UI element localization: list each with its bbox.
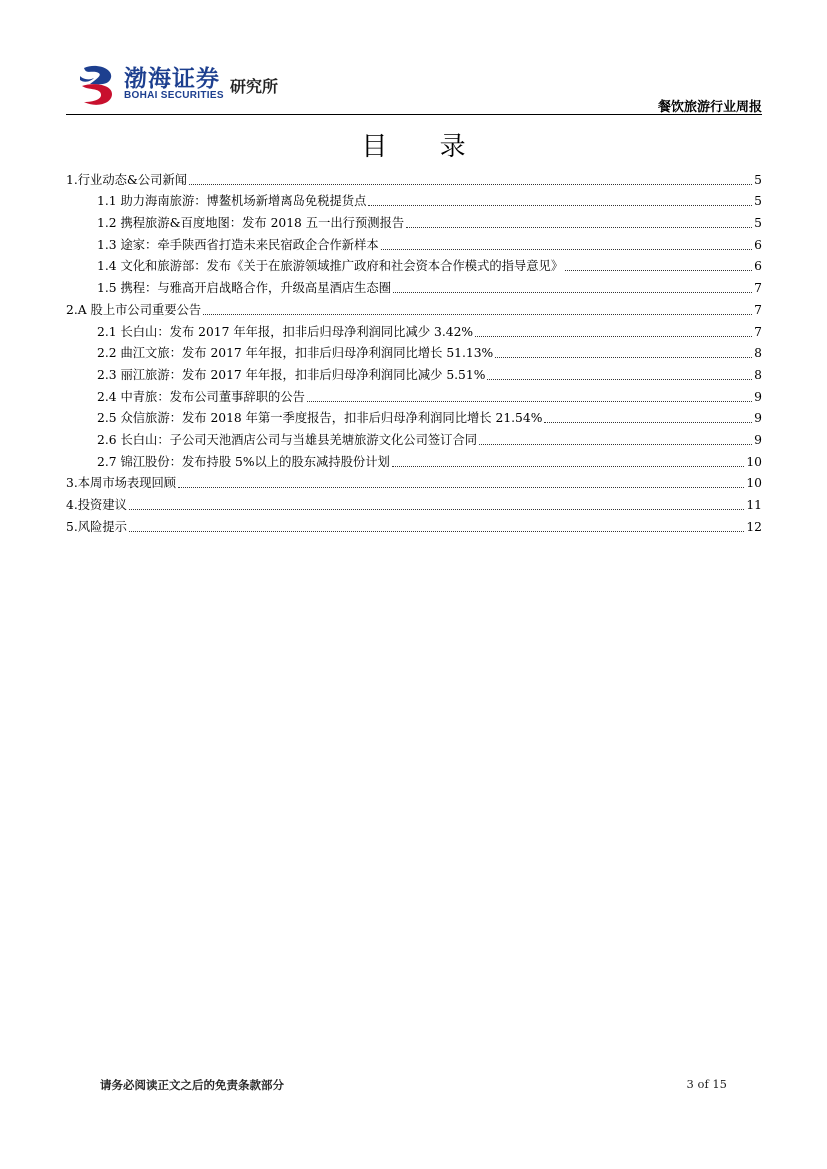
toc-title: 目 录 [361,132,488,162]
toc-entry[interactable] [66,513,762,535]
toc-entry-page: 7 [754,324,762,339]
toc-dot-leader [487,379,752,380]
toc-entry-page: 9 [754,389,762,404]
toc-entry-title: 2.4 中青旅：发布公司董事辞职的公告 [97,389,305,404]
toc-entry-title: 1.3 途家：牵手陕西省打造未来民宿政企合作新样本 [97,237,379,252]
toc-entry[interactable] [66,253,762,275]
toc-dot-leader [189,184,752,185]
toc-entry-title: 2.A 股上市公司重要公告 [66,302,202,317]
toc-entry[interactable] [66,166,762,188]
toc-entry[interactable] [66,188,762,210]
toc-dot-leader [129,509,744,510]
toc-entry-page: 10 [746,454,762,469]
toc-entry-title: 2.2 曲江文旅：发布 2017 年年报，扣非后归母净利润同比增长 51.13% [97,346,494,361]
toc-entry[interactable] [66,491,762,513]
toc-dot-leader [393,292,752,293]
table-of-contents [66,166,762,535]
toc-entry[interactable] [66,318,762,340]
toc-entry-page: 11 [746,498,762,512]
toc-entry-page: 9 [754,432,762,447]
toc-entry[interactable] [66,426,762,448]
toc-dot-leader [565,270,752,271]
toc-entry-page: 6 [754,259,762,274]
toc-dot-leader [368,205,752,206]
toc-entry-page: 9 [754,411,762,426]
footer-disclaimer: 请务必阅读正文之后的免责条款部分 [100,1078,284,1092]
toc-dot-leader [479,444,752,445]
toc-entry[interactable] [66,383,762,405]
toc-entry-title: 2.1 长白山：发布 2017 年年报，扣非后归母净利润同比减少 3.42% [97,324,474,339]
toc-dot-leader [381,249,752,250]
toc-dot-leader [495,357,752,358]
toc-dot-leader [203,314,752,315]
toc-entry[interactable] [66,405,762,427]
toc-dot-leader [544,422,752,423]
toc-dot-leader [307,401,752,402]
toc-entry[interactable] [66,209,762,231]
toc-entry-page: 7 [754,281,762,296]
toc-entry[interactable] [66,274,762,296]
toc-entry-page: 5 [754,216,762,231]
toc-entry-title: 3.本周市场表现回顾 [66,476,177,491]
toc-entry-page: 7 [754,302,762,317]
toc-entry[interactable] [66,470,762,492]
page-indicator: 3 of 15 [686,1077,727,1091]
toc-entry-title: 2.5 众信旅游：发布 2018 年第一季度报告，扣非后归母净利润同比增长 21.54% [97,411,543,426]
toc-dot-leader [475,336,752,337]
toc-entry[interactable] [66,361,762,383]
toc-entry-title: 1.4 文化和旅游部：发布《关于在旅游领域推广政府和社会资本合作模式的指导意见》 [97,259,564,274]
toc-dot-leader [129,531,744,532]
toc-entry-page: 8 [754,367,762,382]
toc-entry[interactable] [66,448,762,470]
toc-entry-title: 1.5 携程：与雅高开启战略合作，升级高星酒店生态圈 [97,281,391,296]
toc-entry-title: 2.6 长白山：子公司天池酒店公司与当雄县羌塘旅游文化公司签订合同 [97,432,478,447]
report-type: 餐饮旅游行业周报 [657,100,762,115]
toc-entry[interactable] [66,340,762,362]
toc-entry[interactable] [66,296,762,318]
toc-entry-title: 1.行业动态&公司新闻 [66,172,188,187]
toc-entry-page: 12 [746,519,762,534]
header-divider [66,114,762,115]
toc-entry-title: 2.7 锦江股份：发布持股 5%以上的股东减持股份计划 [97,454,390,469]
logo-english-name: BOHAI SECURITIES [124,90,224,101]
logo-chinese-name: 渤海证券 [124,66,220,92]
institute-label: 研究所 [230,77,279,96]
toc-dot-leader [406,227,752,228]
toc-entry-title: 5.风险提示 [66,519,127,534]
toc-entry-title: 2.3 丽江旅游：发布 2017 年年报，扣非后归母净利润同比减少 5.51% [97,367,486,382]
toc-entry-title: 1.2 携程旅游&百度地图：发布 2018 五一出行预测报告 [97,216,405,231]
toc-entry-page: 10 [746,476,762,491]
page-header [66,58,762,114]
toc-dot-leader [178,487,744,488]
toc-entry-page: 8 [754,346,762,361]
toc-entry-title: 1.1 助力海南旅游：博鳌机场新增离岛免税提货点 [97,194,367,209]
toc-entry-title: 4.投资建议 [66,498,127,512]
toc-entry-page: 5 [754,194,762,209]
toc-entry[interactable] [66,231,762,253]
toc-dot-leader [392,466,745,467]
toc-entry-page: 5 [754,172,762,187]
bohai-logo-icon [78,64,118,106]
toc-entry-page: 6 [754,237,762,252]
